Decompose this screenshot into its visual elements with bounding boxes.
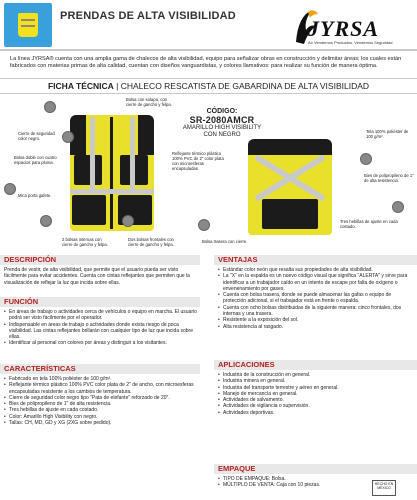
callout-tres-hebillas: Tres hebillas de ajuste en cada costado. bbox=[340, 219, 398, 229]
page-header bbox=[0, 0, 417, 56]
list-item: • Bies de polipropileno de 1" de alta resistencia. bbox=[4, 401, 198, 407]
section-title: DESCRIPCIÓN bbox=[4, 255, 57, 264]
ventajas-list bbox=[218, 267, 414, 330]
list-item: • Manejo de mercancía en general. bbox=[218, 391, 414, 397]
detail-thumbnail bbox=[44, 101, 56, 113]
list-item: • Reflejante térmico plástico 100% PVC color plata de 2" de ancho, con microesferas encapsuladas resistente a los cambios de temperatura. bbox=[4, 382, 198, 395]
ficha-label: FICHA TÉCNICA bbox=[47, 81, 114, 91]
callout-bolsa-doble: Bolsa doble con cuatro espacios para pluma. bbox=[14, 155, 57, 165]
section-empaque-header bbox=[214, 464, 417, 474]
aplicaciones-list bbox=[218, 372, 414, 416]
callout-bolsa-trasera: Bolsa trasera con cierre. bbox=[202, 239, 248, 244]
list-item: • Actividades de salvamento. bbox=[218, 397, 414, 403]
list-item: • Tallas: CH, MD, GD y XG (2XG sobre pedido). bbox=[4, 420, 198, 426]
section-aplicaciones-header bbox=[214, 360, 417, 370]
divider bbox=[0, 78, 417, 79]
code-label: CÓDIGO: bbox=[206, 108, 238, 115]
section-funcion-header bbox=[0, 297, 200, 307]
callout-dos-bolsas: Dos bolsas frontales con cierre de gancho y felpa. bbox=[128, 237, 174, 247]
intro-text: La línea JYRSA® cuenta con una amplia gama de chalecos de alta visibilidad, equipo para señalizar obras en construcción y delimitar áreas; los cuales están fabricados con materias primas de alta calidad, cuentan con diseños vanguardistas, y colores llamativos: para realizar su función de manera óptima. bbox=[10, 56, 402, 69]
ficha-product: | CHALECO RESCATISTA DE GABARDINA DE ALTA VISIBILIDAD bbox=[113, 81, 370, 91]
list-item: • Cuenta con bolsa trasera, donde se puede almacenar las gafas o equipo de protección adicional, si el trabajador está en frente o espalda. bbox=[218, 292, 414, 305]
detail-thumbnail bbox=[360, 153, 372, 165]
list-item: • En áreas de trabajo o actividades cerca de vehículos o equipo en marcha. El usuario podrá ser visto fácilmente por el operador. bbox=[4, 309, 198, 322]
caracteristicas-list bbox=[4, 376, 198, 426]
section-title: VENTAJAS bbox=[218, 255, 258, 264]
detail-thumbnail bbox=[198, 219, 210, 231]
list-item: • Cierre de seguridad color negro tipo "Pata de elefante" reforzado de 20". bbox=[4, 395, 198, 401]
callout-reflejante: Reflejante térmico plástico 100% PVC de 2" color plata con microesferas encapsuladas. bbox=[172, 151, 224, 171]
detail-thumbnail bbox=[62, 131, 74, 143]
section-title: APLICACIONES bbox=[218, 360, 275, 369]
list-item: • Estándar color neón que resalta sus propiedades de alta visibilidad. bbox=[218, 267, 414, 273]
product-color: AMARILLO HIGH VISIBILITY bbox=[182, 125, 262, 131]
vest-badge-icon bbox=[4, 3, 52, 47]
callout-tela: Tela 100% poliéster de 100 g/m². bbox=[366, 129, 409, 139]
callout-bolsa-solapa: Bolsa con solapa, con cierre de gancho y felpa. bbox=[126, 97, 172, 107]
list-item: • Tres hebillas de ajuste en cada costado. bbox=[4, 407, 198, 413]
funcion-list bbox=[4, 309, 198, 347]
brand-logo bbox=[290, 6, 410, 50]
section-title: CARACTERÍSTICAS bbox=[4, 364, 76, 373]
list-item: • Alta resistencia al rasgado. bbox=[218, 324, 414, 330]
callout-cierre: Cierre de seguridad color negro. bbox=[18, 131, 55, 141]
origin-line-2: MÉXICO bbox=[377, 486, 391, 490]
descripcion-text: Prenda de vestir, de alta visibilidad, que permite que el usuario pueda ser visto fácilmente para evitar accidentes. Cuenta con cintas reflejantes que permiten que la visualización de reflejar la luz que incida sobre ellas. bbox=[4, 267, 190, 286]
list-item: • La "X" en la espalda es un nuevo código visual que significa "ALERTA" y sirve para identificar a un trabajador caído en un intento de escape por falta de oxígeno o envenenamiento por gases. bbox=[218, 273, 414, 292]
product-illustration bbox=[0, 95, 417, 255]
empaque-list bbox=[218, 476, 368, 489]
list-item: • Industria de la construcción en general. bbox=[218, 372, 414, 378]
callout-bies: Bies de polipropileno de 1" de alta resistencia. bbox=[364, 173, 414, 183]
list-item: • Actividades de vigilancia o supervisión. bbox=[218, 403, 414, 409]
divider bbox=[0, 93, 417, 94]
list-item: • Actividades deportivas. bbox=[218, 410, 414, 416]
section-title: EMPAQUE bbox=[218, 464, 256, 473]
callout-mica: Mica porta gafete. bbox=[18, 193, 52, 198]
origin-line-1: HECHO EN bbox=[374, 482, 394, 486]
detail-thumbnail bbox=[40, 215, 52, 227]
brand-name: JYRSA bbox=[308, 16, 380, 41]
brand-tagline: Ao Vendemos Productos. Vendemos Seguridad bbox=[308, 40, 393, 45]
product-code-block bbox=[172, 108, 272, 139]
section-descripcion-header bbox=[0, 255, 200, 265]
section-caracteristicas-header bbox=[0, 364, 200, 374]
callout-bolsas-internas: 2 bolsas internas con cierre de gancho y felpa. bbox=[62, 237, 108, 247]
list-item: • Identificar al personal con colores por áreas y distinguir a los visitantes. bbox=[4, 340, 198, 346]
header-divider bbox=[0, 49, 417, 51]
list-item: • Color: Amarillo High Visibility con negro. bbox=[4, 414, 198, 420]
list-item: • Industria del transporte terrestre y aéreo en general. bbox=[218, 385, 414, 391]
list-item: • Fabricado en tela 100% poliéster de 100 g/m². bbox=[4, 376, 198, 382]
detail-thumbnail bbox=[392, 201, 404, 213]
section-title: FUNCIÓN bbox=[4, 297, 39, 306]
ficha-title bbox=[0, 81, 417, 91]
page-title: PRENDAS DE ALTA VISIBILIDAD bbox=[60, 10, 236, 22]
list-item: • Cuenta con ocho bolsas distribuidas de la siguiente manera: cinco frontales, dos internas y una trasera. bbox=[218, 305, 414, 318]
list-item: • Resistente a la exposición del sol. bbox=[218, 317, 414, 323]
product-code: SR-2080AMCR bbox=[189, 115, 255, 125]
list-item: • Industria minera en general. bbox=[218, 378, 414, 384]
list-item: • MÚLTIPLO DE VENTA: Caja con 10 piezas. bbox=[218, 482, 368, 488]
list-item: • Indispensable en áreas de trabajo o actividades donde exista riesgo de poca visibilidad. Las cintas reflejantes brillarán con cualquier tipo de luz que incida sobre ellas. bbox=[4, 322, 198, 341]
list-item: • TIPO DE EMPAQUE: Bolsa. bbox=[218, 476, 368, 482]
made-in-mexico-badge bbox=[372, 480, 396, 496]
detail-thumbnail bbox=[122, 215, 134, 227]
detail-thumbnail bbox=[4, 183, 16, 195]
product-color-2: CON NEGRO bbox=[203, 132, 241, 138]
section-ventajas-header bbox=[214, 255, 417, 265]
